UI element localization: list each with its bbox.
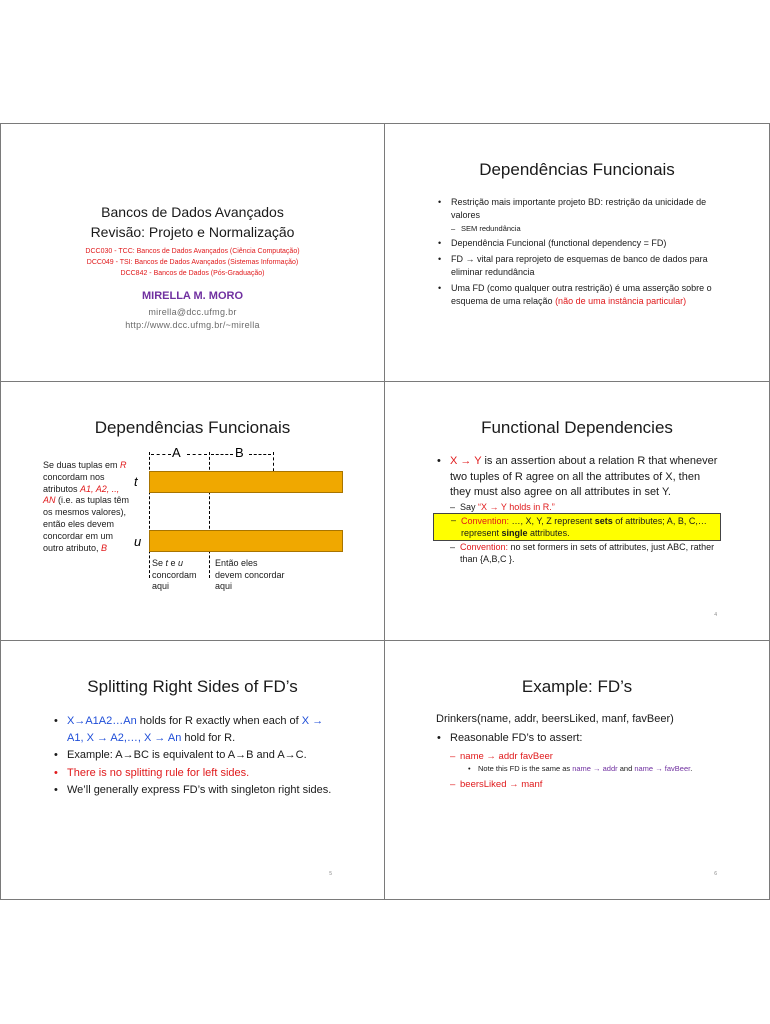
bullet-text: Dependência Funcional (functional dependency = FD)	[451, 238, 667, 248]
text-run: attributes.	[527, 527, 570, 538]
course-code-3: DCC842 - Bancos de Dados (Pós-Graduação)	[120, 270, 265, 277]
text-run: concordam aqui	[152, 569, 197, 591]
bullet-list	[53, 713, 338, 800]
text-run: Note this FD is the same as	[478, 764, 573, 773]
sub-bullet-item	[436, 501, 721, 513]
text-run: sets	[594, 515, 613, 526]
bullet-item	[53, 747, 338, 764]
course-title-line2: Revisão: Projeto e Normalização	[90, 224, 295, 240]
sub-bullet-item	[436, 750, 721, 763]
bullet-text: Reasonable FD’s to assert:	[450, 732, 583, 744]
fd-notation: X → Y	[450, 455, 482, 467]
bullet-item	[436, 730, 721, 746]
text-run: t	[165, 558, 169, 568]
text-run: Se duas tuplas em	[43, 460, 121, 470]
page-number: 4	[714, 612, 717, 618]
text-run: …, X, Y, Z represent	[511, 515, 595, 526]
slide-3	[0, 382, 385, 641]
course-title	[1, 202, 384, 242]
bullet-item	[53, 782, 338, 799]
sub-bullet-item	[437, 223, 722, 234]
page-number: 5	[329, 871, 332, 877]
bullet-text: beersLiked → manf	[460, 779, 543, 790]
slide-title: Splitting Right Sides of FD’s	[87, 677, 298, 696]
slide-title: Dependências Funcionais	[94, 418, 291, 437]
text-run: and	[617, 764, 635, 773]
text-run: (i.e. as tuplas têm os mesmos valores), então eles devem concordar em um outro atributo,	[43, 495, 130, 553]
text-run: Say	[460, 501, 479, 512]
bullet-text: Uma FD (como qualquer outra restrição) é uma asserção sobre o esquema de uma relação	[451, 283, 712, 306]
text-run: e	[168, 558, 179, 568]
bullet-item	[53, 713, 338, 746]
bullet-list	[436, 730, 721, 791]
relation-name: R	[120, 460, 127, 470]
bullet-item	[437, 196, 722, 222]
bullet-item	[437, 282, 722, 308]
relation-schema: Drinkers(name, addr, beersLiked, manf, favBeer)	[436, 713, 674, 725]
attribute-list: A1, A2, .., AN	[43, 483, 120, 506]
text-run: Convention:	[461, 515, 512, 526]
bullet-text: SEM redundância	[461, 224, 521, 233]
text-run: X → A1, X → A2,…, X → An	[67, 715, 324, 744]
slide-6	[385, 641, 770, 900]
note-item	[436, 763, 721, 774]
bullet-item	[436, 454, 721, 501]
tuple-u-label: u	[134, 534, 142, 549]
bracket-a-left	[151, 454, 171, 455]
bullet-text: is an assertion about a relation R that whenever two tuples of R agree on all the attributes of X, then they must also agree on all attributes in set Y.	[450, 455, 718, 498]
highlighted-convention	[433, 513, 721, 541]
text-run: concordam nos atributos	[43, 471, 105, 494]
bullet-text: Example: A→BC is equivalent to A→B and A→C.	[67, 749, 307, 761]
text-run: single	[501, 527, 528, 538]
text-run: hold for R.	[181, 731, 236, 744]
bullet-text: Restrição mais importante projeto BD: restrição da unicidade de valores	[451, 197, 707, 220]
bullet-text: There is no splitting rule for left sides.	[67, 766, 250, 779]
text-run: u	[178, 558, 184, 568]
bullet-highlight: (não de uma instância particular)	[555, 296, 687, 306]
text-run: no set formers in sets of attributes, just ABC, rather than {A,B,C }.	[460, 541, 715, 564]
bracket-b-right	[249, 454, 271, 455]
author-name: MIRELLA M. MORO	[141, 290, 244, 302]
slide-2	[385, 123, 770, 382]
text-run: “X → Y holds in R.”	[478, 501, 555, 512]
text-run: of attributes; A, B, C,… represent	[461, 515, 707, 538]
sub-bullet-item	[436, 778, 721, 791]
attribute-b: B	[101, 542, 108, 553]
slide-5	[0, 641, 385, 900]
tuple-u-bar	[149, 530, 343, 552]
text-run: name → favBeer	[634, 764, 691, 773]
tuple-t-label: t	[134, 474, 138, 489]
tuple-t-bar	[149, 471, 343, 493]
bullet-list	[436, 454, 721, 565]
author-url: http://www.dcc.ufmg.br/~mirella	[125, 320, 260, 330]
bracket-a-right	[187, 454, 207, 455]
bracket-b-left	[211, 454, 233, 455]
course-code-2: DCC049 - TSI: Bancos de Dados Avançados (Sistemas Informação)	[86, 259, 299, 266]
caption-must-agree: Então eles devem concordar aqui	[215, 558, 285, 591]
slide-title: Dependências Funcionais	[479, 160, 675, 179]
bullet-item	[437, 253, 722, 279]
bullet-item	[437, 237, 722, 250]
course-code-1: DCC030 - TCC: Bancos de Dados Avançados (Ciência Computação)	[85, 248, 300, 255]
text-run: X→A1A2…An	[67, 715, 137, 727]
caption-agree-here	[152, 558, 210, 593]
text-run: Se	[152, 558, 166, 568]
bullet-text: name → addr favBeer	[460, 751, 553, 762]
slide-1	[0, 123, 385, 382]
bullet-text: FD → vital para reprojeto de esquemas de banco de dados para eliminar redundância	[451, 254, 708, 277]
course-codes	[1, 246, 384, 279]
slide-handout-sheet	[0, 123, 770, 900]
text-run: holds for R exactly when each of	[136, 715, 302, 727]
course-title-line1: Bancos de Dados Avançados	[101, 204, 284, 220]
author-email: mirella@dcc.ufmg.br	[148, 307, 237, 317]
text-run: Convention:	[460, 541, 511, 552]
fd-definition-text	[43, 460, 131, 554]
bullet-list	[437, 196, 722, 311]
slide-4	[385, 382, 770, 641]
bullet-text: We’ll generally express FD’s with singleton right sides.	[67, 784, 332, 796]
sub-bullet-item	[436, 541, 721, 565]
slide-title: Functional Dependencies	[481, 418, 673, 437]
label-b: B	[235, 445, 244, 460]
slide-title: Example: FD’s	[521, 677, 633, 696]
page-number: 6	[714, 871, 717, 877]
text-run: name → addr	[572, 764, 618, 773]
bullet-item	[53, 765, 338, 782]
text-run: .	[690, 764, 693, 773]
label-a: A	[172, 445, 181, 460]
